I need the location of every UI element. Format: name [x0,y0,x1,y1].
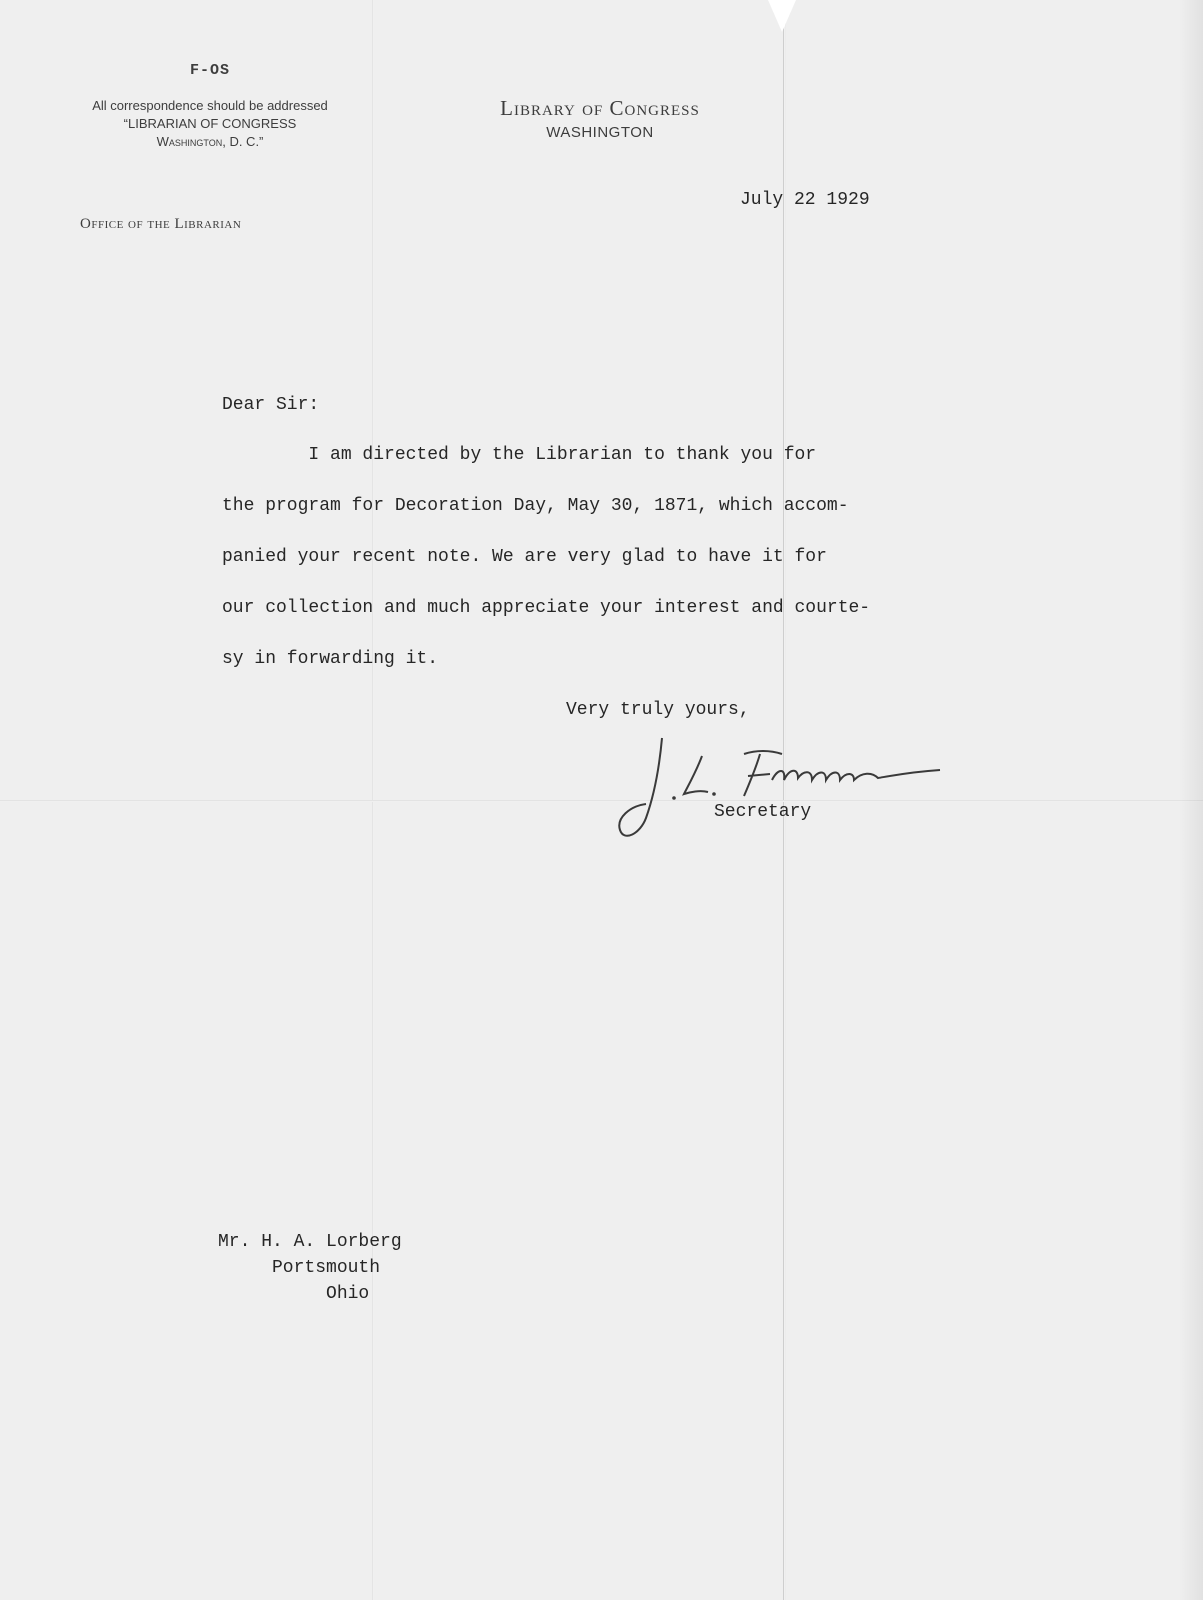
signature-image [610,720,950,850]
form-number: F-OS [189,62,230,79]
paper-tear [768,0,796,32]
institution-name: Library of Congress [500,96,700,120]
fold-crease-horizontal [0,800,1203,802]
letter-date: July 22 1929 [740,190,870,210]
body-line-2: the program for Decoration Day, May 30, 1871, which accom- [222,496,849,516]
letterhead-title [430,96,770,141]
correspondence-block [60,62,360,151]
body-line-5: sy in forwarding it. [222,649,439,669]
recipient-name: Mr. H. A. Lorberg [218,1232,402,1252]
recipient-state: Ohio [218,1284,370,1304]
closing: Very truly yours, [566,700,750,720]
address-line-3: Washington, D. C.” [156,134,264,149]
body-line-4: our collection and much appreciate your interest and courte- [222,598,871,618]
paper-edge-shadow [1179,0,1203,1600]
recipient-city: Portsmouth [218,1258,381,1278]
body-line-1: I am directed by the Librarian to thank you for [222,445,817,465]
address-line-1: All correspondence should be addressed [92,98,328,113]
address-line-2: “LIBRARIAN OF CONGRESS [123,116,297,131]
office-line: Office of the Librarian [80,216,242,232]
institution-city: WASHINGTON [546,124,654,141]
body-line-3: panied your recent note. We are very glad to have it for [222,547,827,567]
salutation: Dear Sir: [222,395,320,415]
signer-title: Secretary [714,802,812,822]
